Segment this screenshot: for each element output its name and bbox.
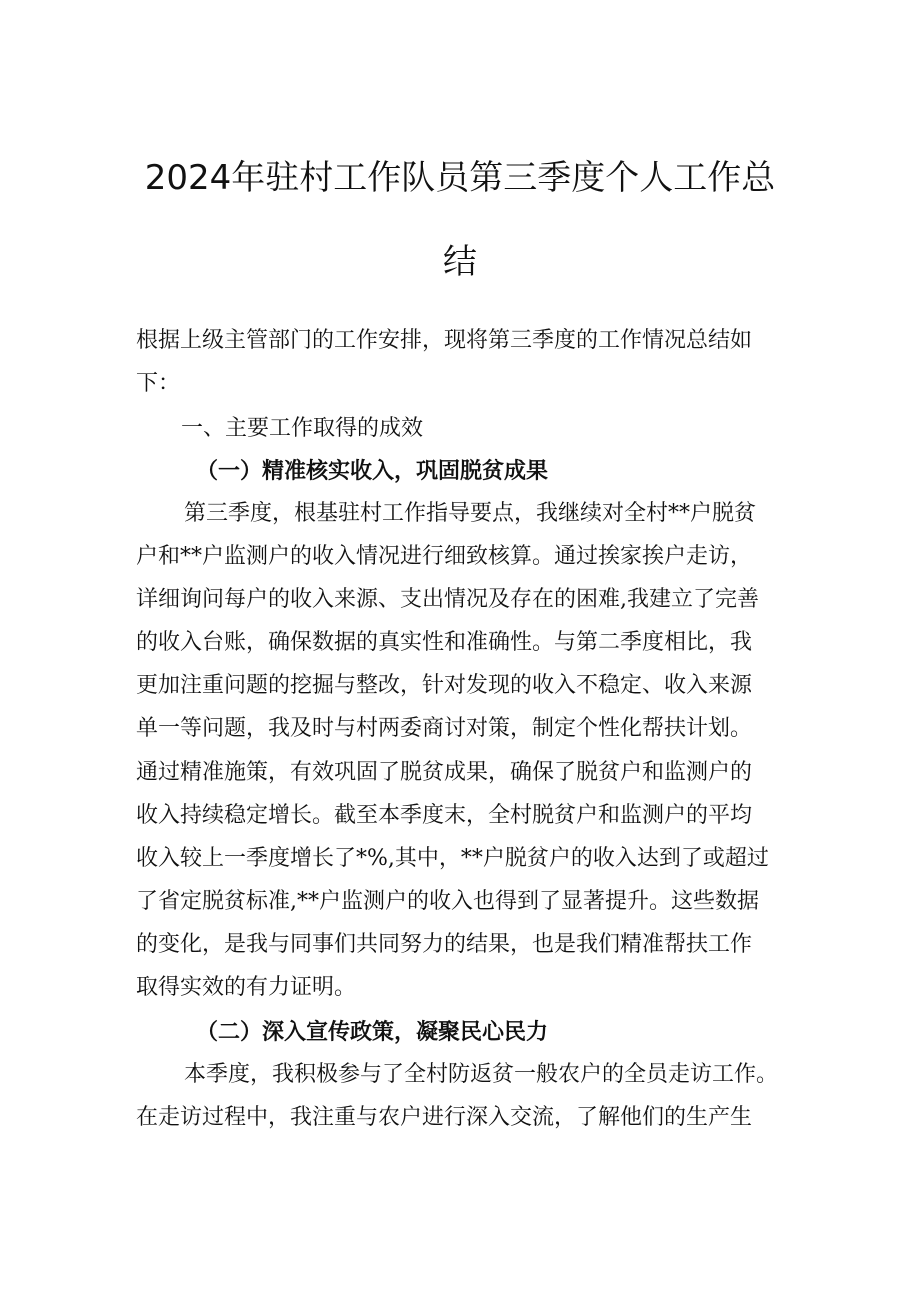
paragraph-line: 了省定脱贫标准,**户监测户的收入也得到了显著提升。这些数据: [136, 889, 759, 914]
paragraph-line: 收入持续稳定增长。截至本季度末，全村脱贫户和监测户的平均: [136, 803, 753, 828]
paragraph-line: 更加注重问题的挖掘与整改，针对发现的收入不稳定、收入来源: [136, 673, 753, 698]
paragraph-line: 收入较上一季度增长了*%,其中，**户脱贫户的收入达到了或超过: [136, 846, 769, 871]
paragraph-line: 户和**户监测户的收入情况进行细致核算。通过挨家挨户走访，: [136, 544, 753, 569]
paragraph-line: 单一等问题，我及时与村两委商讨对策，制定个性化帮扶计划。: [136, 716, 753, 741]
intro-line: 下：: [136, 371, 181, 396]
paragraph-line: 取得实效的有力证明。: [136, 975, 357, 1000]
subsection-heading: （一）精准核实收入，巩固脱贫成果: [196, 458, 549, 484]
intro-line: 根据上级主管部门的工作安排，现将第三季度的工作情况总结如: [136, 328, 753, 353]
paragraph-line: 通过精准施策，有效巩固了脱贫成果，确保了脱贫户和监测户的: [136, 760, 753, 785]
paragraph-line: 的变化，是我与同事们共同努力的结果，也是我们精准帮扶工作: [136, 932, 753, 957]
paragraph-line: 详细询问每户的收入来源、支出情况及存在的困难,我建立了完善: [136, 587, 759, 612]
section-heading: 一、主要工作取得的成效: [181, 416, 424, 441]
paragraph-line: 本季度，我积极参与了全村防返贫一般农户的全员走访工作。: [184, 1062, 779, 1087]
paragraph-line: 第三季度，根基驻村工作指导要点，我继续对全村**户脱贫: [184, 501, 757, 526]
paragraph-line: 的收入台账，确保数据的真实性和准确性。与第二季度相比，我: [136, 630, 753, 655]
document-title-line-2: 结: [443, 242, 477, 282]
subsection-heading: （二）深入宣传政策，凝聚民心民力: [196, 1019, 549, 1045]
document-title-line-1: 2024年驻村工作队员第三季度个人工作总: [144, 158, 776, 198]
paragraph-line: 在走访过程中，我注重与农户进行深入交流，了解他们的生产生: [136, 1105, 753, 1130]
